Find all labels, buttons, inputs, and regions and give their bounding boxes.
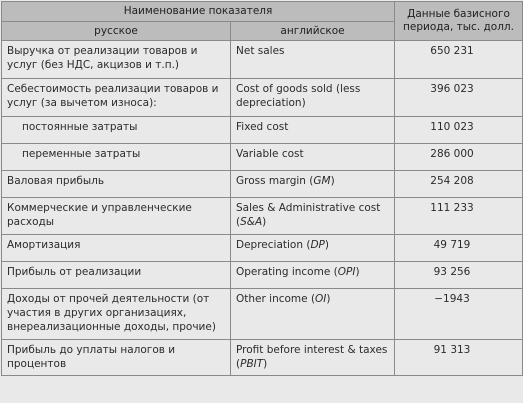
header-english: английское [231,21,395,41]
row-russian-name: постоянные затраты [2,117,231,144]
abbr-dp: DP [310,239,325,251]
row-value: 650 231 [395,41,523,79]
table-row [2,171,523,198]
table-row [2,79,523,117]
abbr-sa: S&A [240,216,263,228]
row-english-name: Fixed cost [231,117,395,144]
row-russian-name: Прибыль от реализации [2,262,231,289]
header-base-period: Данные базисного периода, тыс. долл. [395,2,523,41]
row-english-name: Variable cost [231,144,395,171]
row-english-name: Profit before interest & taxes (PBIT) [231,340,395,376]
row-english-name: Cost of goods sold (less depreciation) [231,79,395,117]
abbr-opi: OPI [337,266,356,278]
table-row [2,144,523,171]
row-value: 91 313 [395,340,523,376]
row-value: 111 233 [395,198,523,235]
table-row [2,262,523,289]
row-english-name: Depreciation (DP) [231,235,395,262]
row-english-name: Operating income (OPI) [231,262,395,289]
header-indicator-name: Наименование показателя [2,2,395,22]
table-row [2,198,523,235]
row-russian-name: Амортизация [2,235,231,262]
row-russian-name: Себестоимость реализации товаров и услуг (за вычетом износа): [2,79,231,117]
row-russian-name: Валовая прибыль [2,171,231,198]
abbr-oi: OI [315,293,327,305]
row-russian-name: Доходы от прочей деятельности (от участия в других организациях, внереализационные доходы, прочие) [2,289,231,340]
table-row [2,117,523,144]
row-english-name: Sales & Administrative cost (S&A) [231,198,395,235]
abbr-gm: GM [313,175,331,187]
row-english-name: Gross margin (GM) [231,171,395,198]
row-russian-name: Прибыль до уплаты налогов и процентов [2,340,231,376]
row-value: 254 208 [395,171,523,198]
table-row [2,41,523,79]
row-value: 286 000 [395,144,523,171]
row-value: −1943 [395,289,523,340]
abbr-pbit: PBIT [240,358,264,370]
row-russian-name: Выручка от реализации товаров и услуг (без НДС, акцизов и т.п.) [2,41,231,79]
row-value: 110 023 [395,117,523,144]
table-row [2,340,523,376]
row-value: 49 719 [395,235,523,262]
row-english-name: Other income (OI) [231,289,395,340]
row-value: 396 023 [395,79,523,117]
table-body [2,41,523,376]
row-english-name: Net sales [231,41,395,79]
table-row [2,289,523,340]
row-russian-name: Коммерческие и управленческие расходы [2,198,231,235]
header-russian: русское [2,21,231,41]
indicators-table [1,1,523,376]
row-value: 93 256 [395,262,523,289]
table-row [2,235,523,262]
row-russian-name: переменные затраты [2,144,231,171]
